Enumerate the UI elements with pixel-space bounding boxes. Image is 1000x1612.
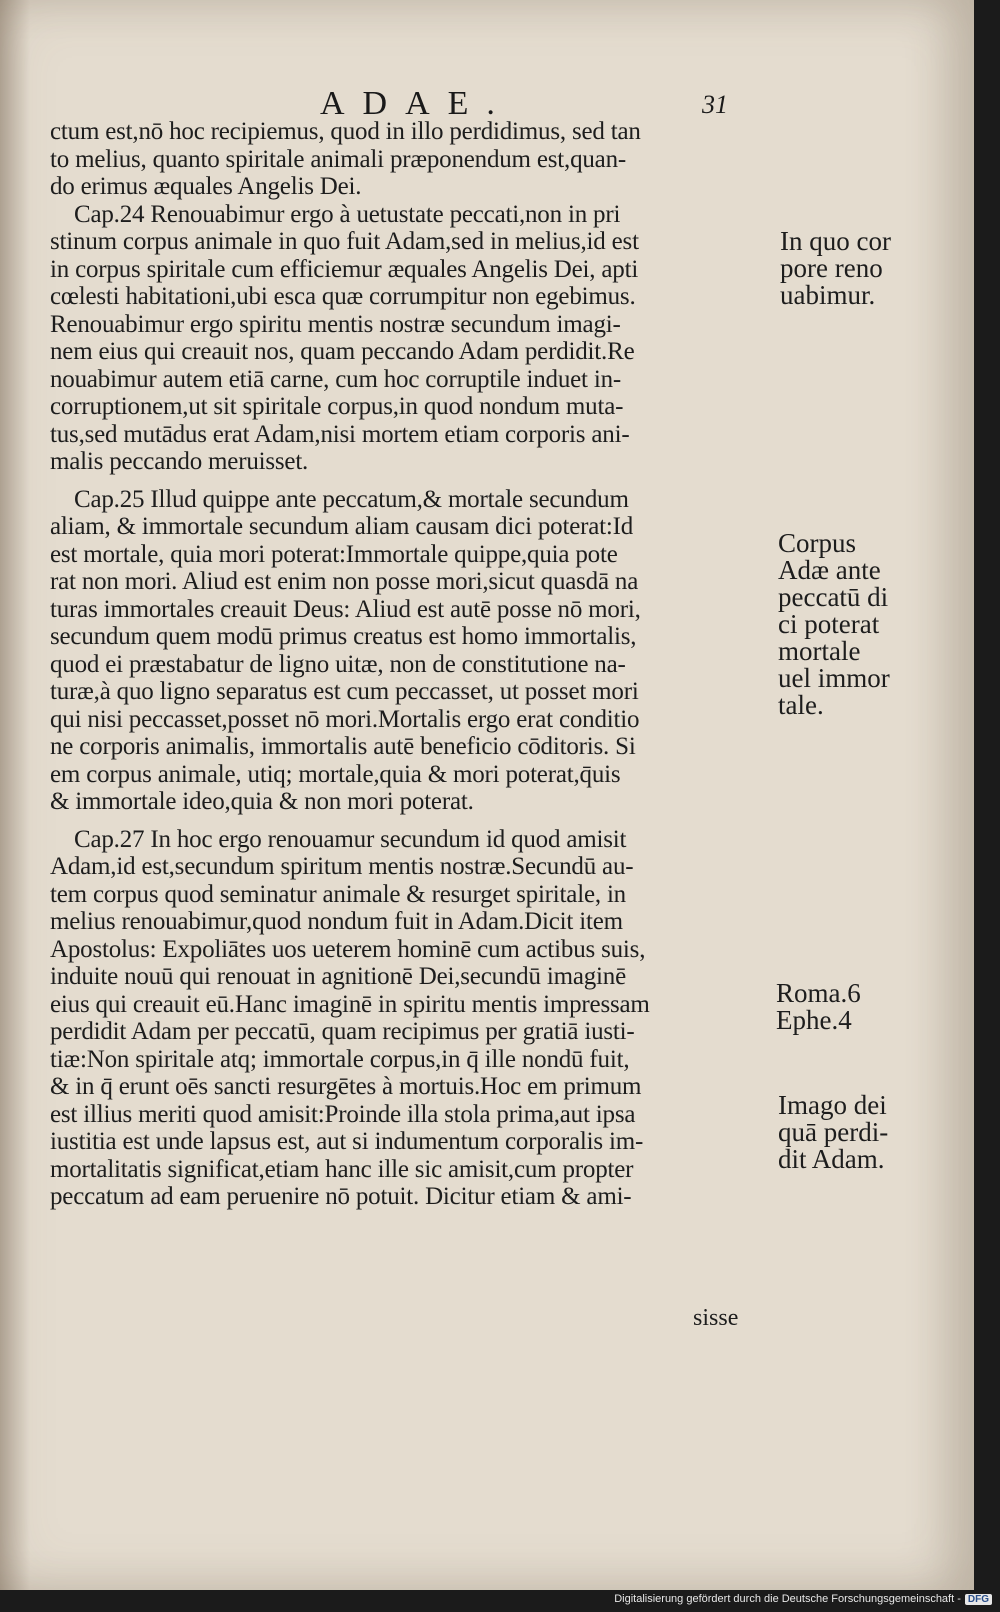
text-line: mortalitatis significat,etiam hanc ille sic amisit,cum propter [50,1155,634,1183]
text-line: Adam,id est,secundum spiritum mentis nostræ.Secundū au- [50,853,634,880]
text-line: tus,sed mutādus erat Adam,nisi mortem etiam corporis ani- [50,420,630,448]
text-line: do erimus æquales Angelis Dei. [50,173,362,200]
text-line: ctum est,nō hoc recipiemus, quod in illo perdidimus, sed tan [50,118,641,145]
text-line: & immortale ideo,quia & non mori poterat. [50,788,474,815]
text-line: quod ei præstabatur de ligno uitæ, non de constitutione na- [50,650,626,678]
text-line: secundum quem modū primus creatus est homo immortalis, [50,623,637,650]
text-line: peccatum ad eam peruenire nō potuit. Dicitur etiam & ami- [50,1183,632,1210]
text-line: rat non mori. Aliud est enim non posse mori,sicut quasdā na [50,568,639,595]
text-line: em corpus animale, utiq; mortale,quia & mori poterat,q̄uis [50,760,621,788]
footer-text: Digitalisierung gefördert durch die Deutsche Forschungsgemeinschaft - [614,1593,961,1605]
running-header: ADAE. [320,85,513,122]
text-line: qui nisi peccasset,posset nō mori.Mortalis ergo erat conditio [50,705,640,733]
chapter-line: Cap.24 Renouabimur ergo à uetustate peccati,non in pri [74,200,621,228]
text-line: to melius, quanto spiritale animali præponendum est,quan- [50,145,626,173]
text-line: malis peccando meruisset. [50,448,309,475]
text-line: eius qui creauit eū.Hanc imaginē in spiritu mentis impressam [50,990,650,1018]
text-line: est mortale, quia mori poterat:Immortale quippe,quia pote [50,540,618,568]
text-line: perdidit Adam per peccatū, quam recipimus per gratiā iusti- [50,1018,635,1045]
text-line: tiæ:Non spiritale atq; immortale corpus,in q̄ ille nondū fuit, [50,1045,630,1073]
text-line: turæ,à quo ligno separatus est cum peccasset, ut posset mori [50,678,639,705]
text-line: in corpus spiritale cum efficiemur æquales Angelis Dei, apti [50,255,639,283]
marginal-note: Corpus Adæ ante peccatū di ci poterat mortale uel immor tale. [778,528,890,720]
chapter-line: Cap.27 In hoc ergo renouamur secundum id quod amisit [74,825,627,853]
text-line: ne corporis animalis, immortalis autē beneficio cōditoris. Si [50,733,636,760]
text-line: induite nouū qui renouat in agnitionē Dei,secundū imaginē [50,963,626,990]
dfg-logo-icon: DFG [965,1594,992,1605]
text-line: nouabimur autem etiā carne, cum hoc corruptile induet in- [50,365,622,393]
marginal-note: In quo cor pore reno uabimur. [780,226,891,310]
text-line: nem eius qui creauit nos, quam peccando Adam perdidit.Re [50,338,635,365]
marginal-note: Imago dei quā perdi- dit Adam. [778,1090,889,1174]
text-line: stinum corpus animale in quo fuit Adam,sed in melius,id est [50,228,639,255]
text-line: est illius meriti quod amisit:Proinde illa stola prima,aut ipsa [50,1100,636,1128]
text-line: iustitia est unde lapsus est, aut si indumentum corporalis im- [50,1128,644,1155]
text-line: turas immortales creauit Deus: Aliud est autē posse nō mori, [50,595,641,623]
text-line: corruptionem,ut sit spiritale corpus,in quod nondum muta- [50,393,624,420]
catchword: sisse [693,1305,739,1331]
text-line: cœlesti habitationi,ubi esca quæ corrumpitur non egebimus. [50,283,636,310]
page-number: 31 [702,90,728,119]
body-text [50,118,770,1211]
text-line: melius renouabimur,quod nondum fuit in Adam.Dicit item [50,908,623,935]
text-line: Apostolus: Expoliātes uos ueterem hominē cum actibus suis, [50,935,646,963]
text-line: & in q̄ erunt oēs sancti resurgētes à mortuis.Hoc em primum [50,1073,642,1100]
chapter-line: Cap.25 Illud quippe ante peccatum,& mortale secundum [74,485,629,513]
marginal-note: Roma.6 Ephe.4 [776,978,861,1035]
text-line: aliam, & immortale secundum aliam causam dici poterat:Id [50,513,634,540]
footer-credit [614,1593,992,1605]
text-line: tem corpus quod seminatur animale & resurget spiritale, in [50,880,626,908]
text-line: Renouabimur ergo spiritu mentis nostræ secundum imagi- [50,310,621,338]
